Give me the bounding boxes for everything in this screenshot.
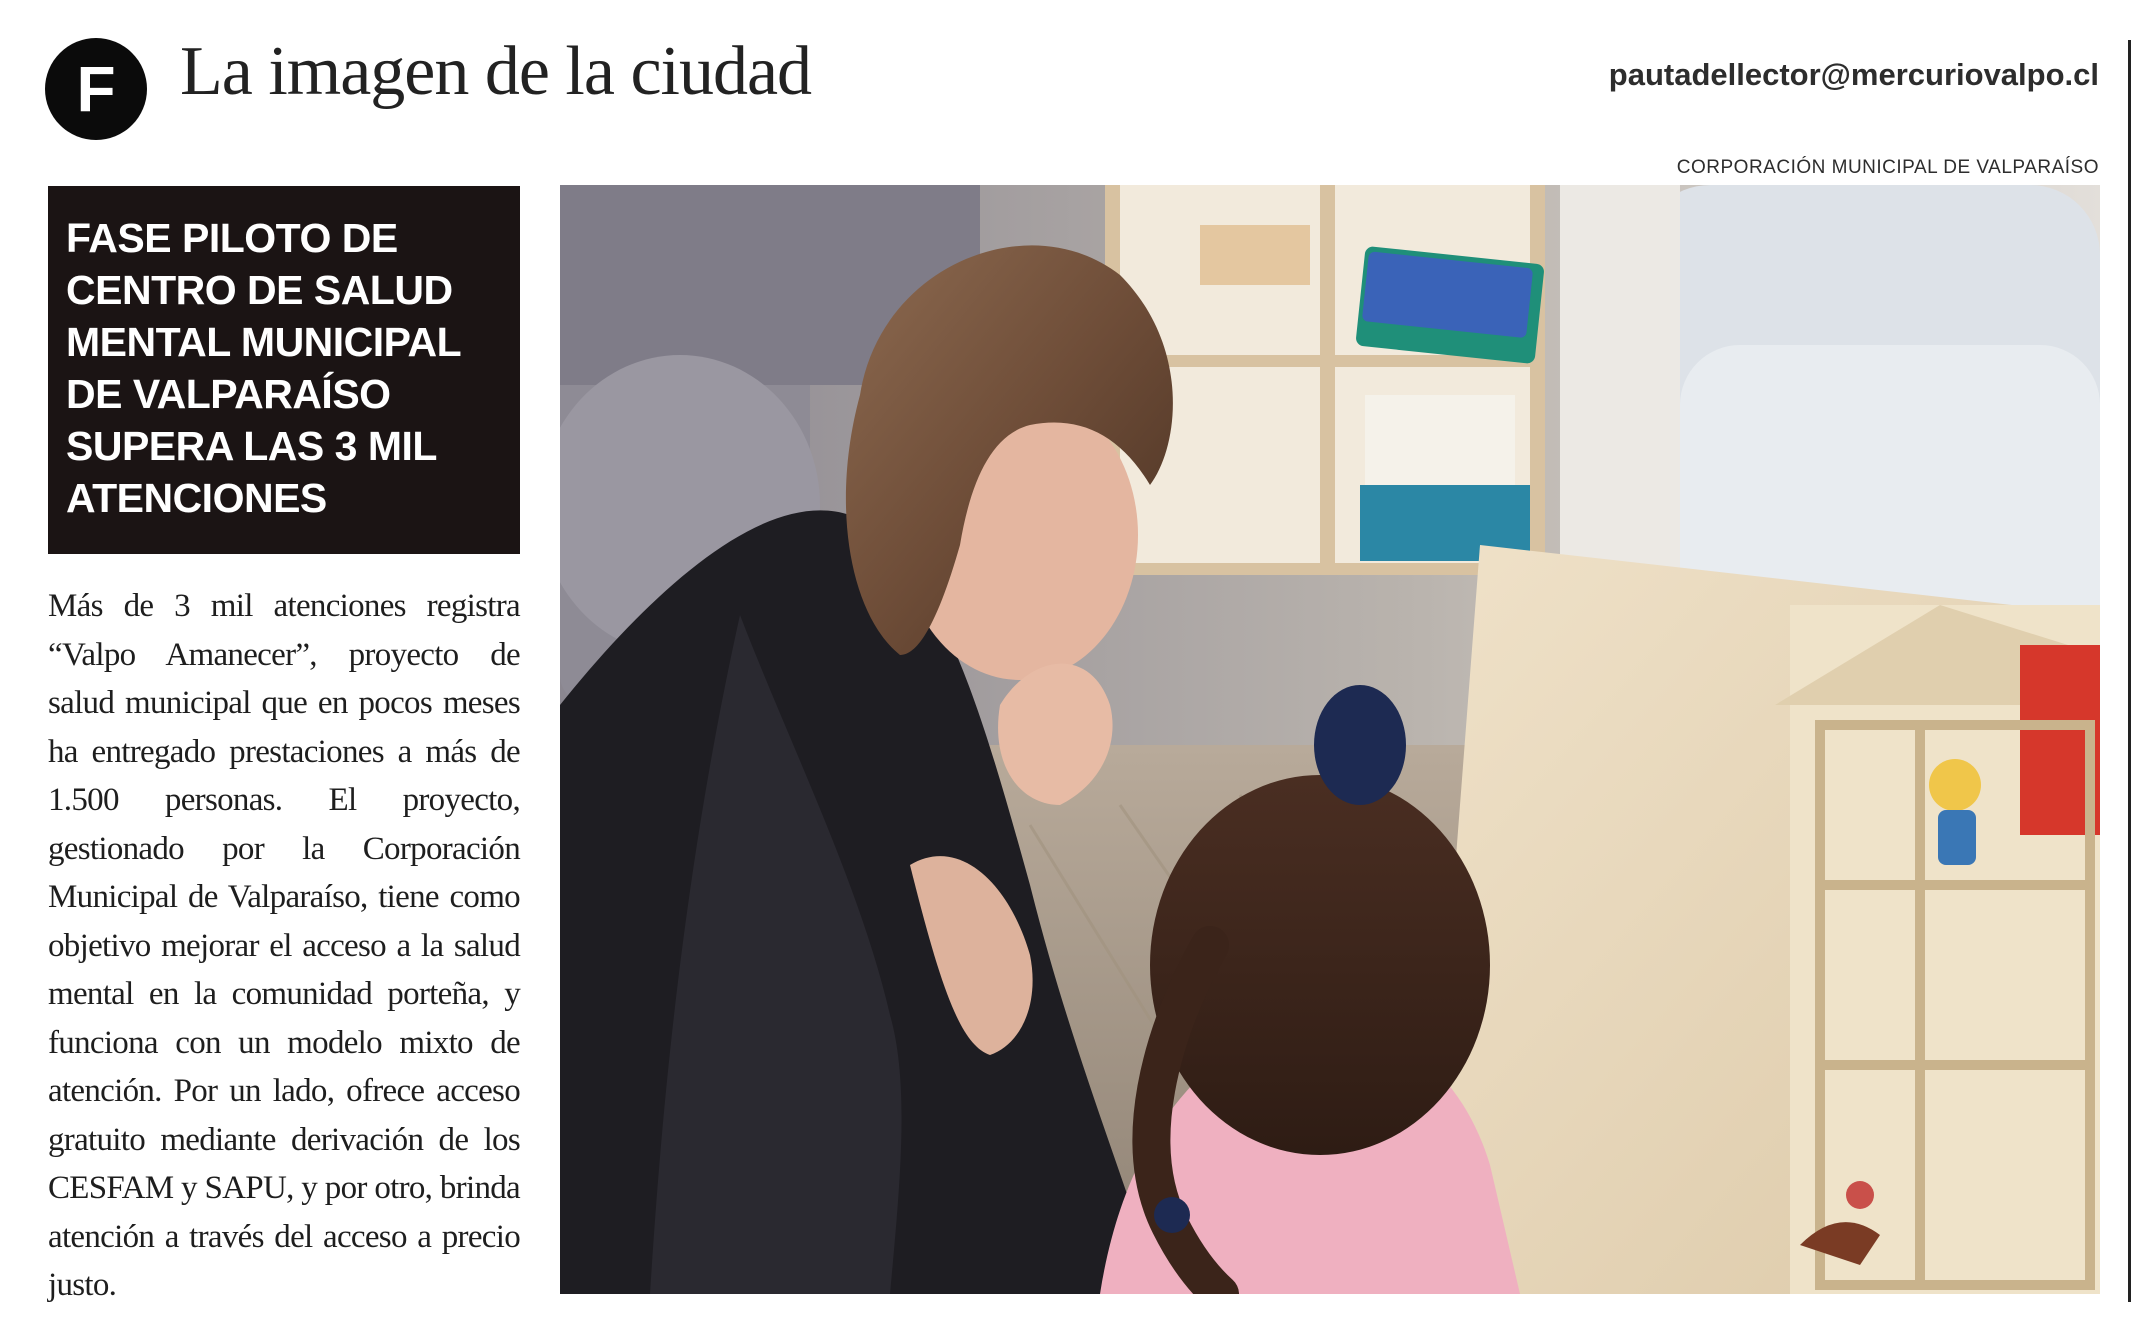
article-headline: FASE PILOTO DE CENTRO DE SALUD MENTAL MUNICIPAL DE VALPARAÍSO SUPERA LAS 3 MIL ATENCIONES (66, 215, 461, 521)
photo-credit: CORPORACIÓN MUNICIPAL DE VALPARAÍSO (1676, 157, 2099, 178)
contact-email-link[interactable]: pautadellector@mercuriovalpo.cl (1608, 57, 2099, 92)
article-body: Más de 3 mil atenciones registra “Valpo Amanecer”, proyecto de salud municipal que en pocos meses ha entregado prestaciones a más de 1.500 personas. El proyecto, gestionado por la Corporación Municipal de Valparaíso, tiene como objetivo mejorar el acceso a la salud mental en la comunidad porteña, y funciona con un modelo mixto de atención. Por un lado, ofrece acceso gratuito mediante derivación de los CESFAM y SAPU, y por otro, brinda atención a través del acceso a precio justo. (48, 588, 520, 1303)
section-title: La imagen de la ciudad (180, 33, 812, 110)
column-rule (2128, 40, 2131, 1302)
photo-illustration (560, 185, 2100, 1294)
section-letter: F (76, 53, 116, 125)
section-badge (45, 38, 147, 140)
headline-box (48, 186, 520, 554)
article-photo (560, 185, 2100, 1294)
